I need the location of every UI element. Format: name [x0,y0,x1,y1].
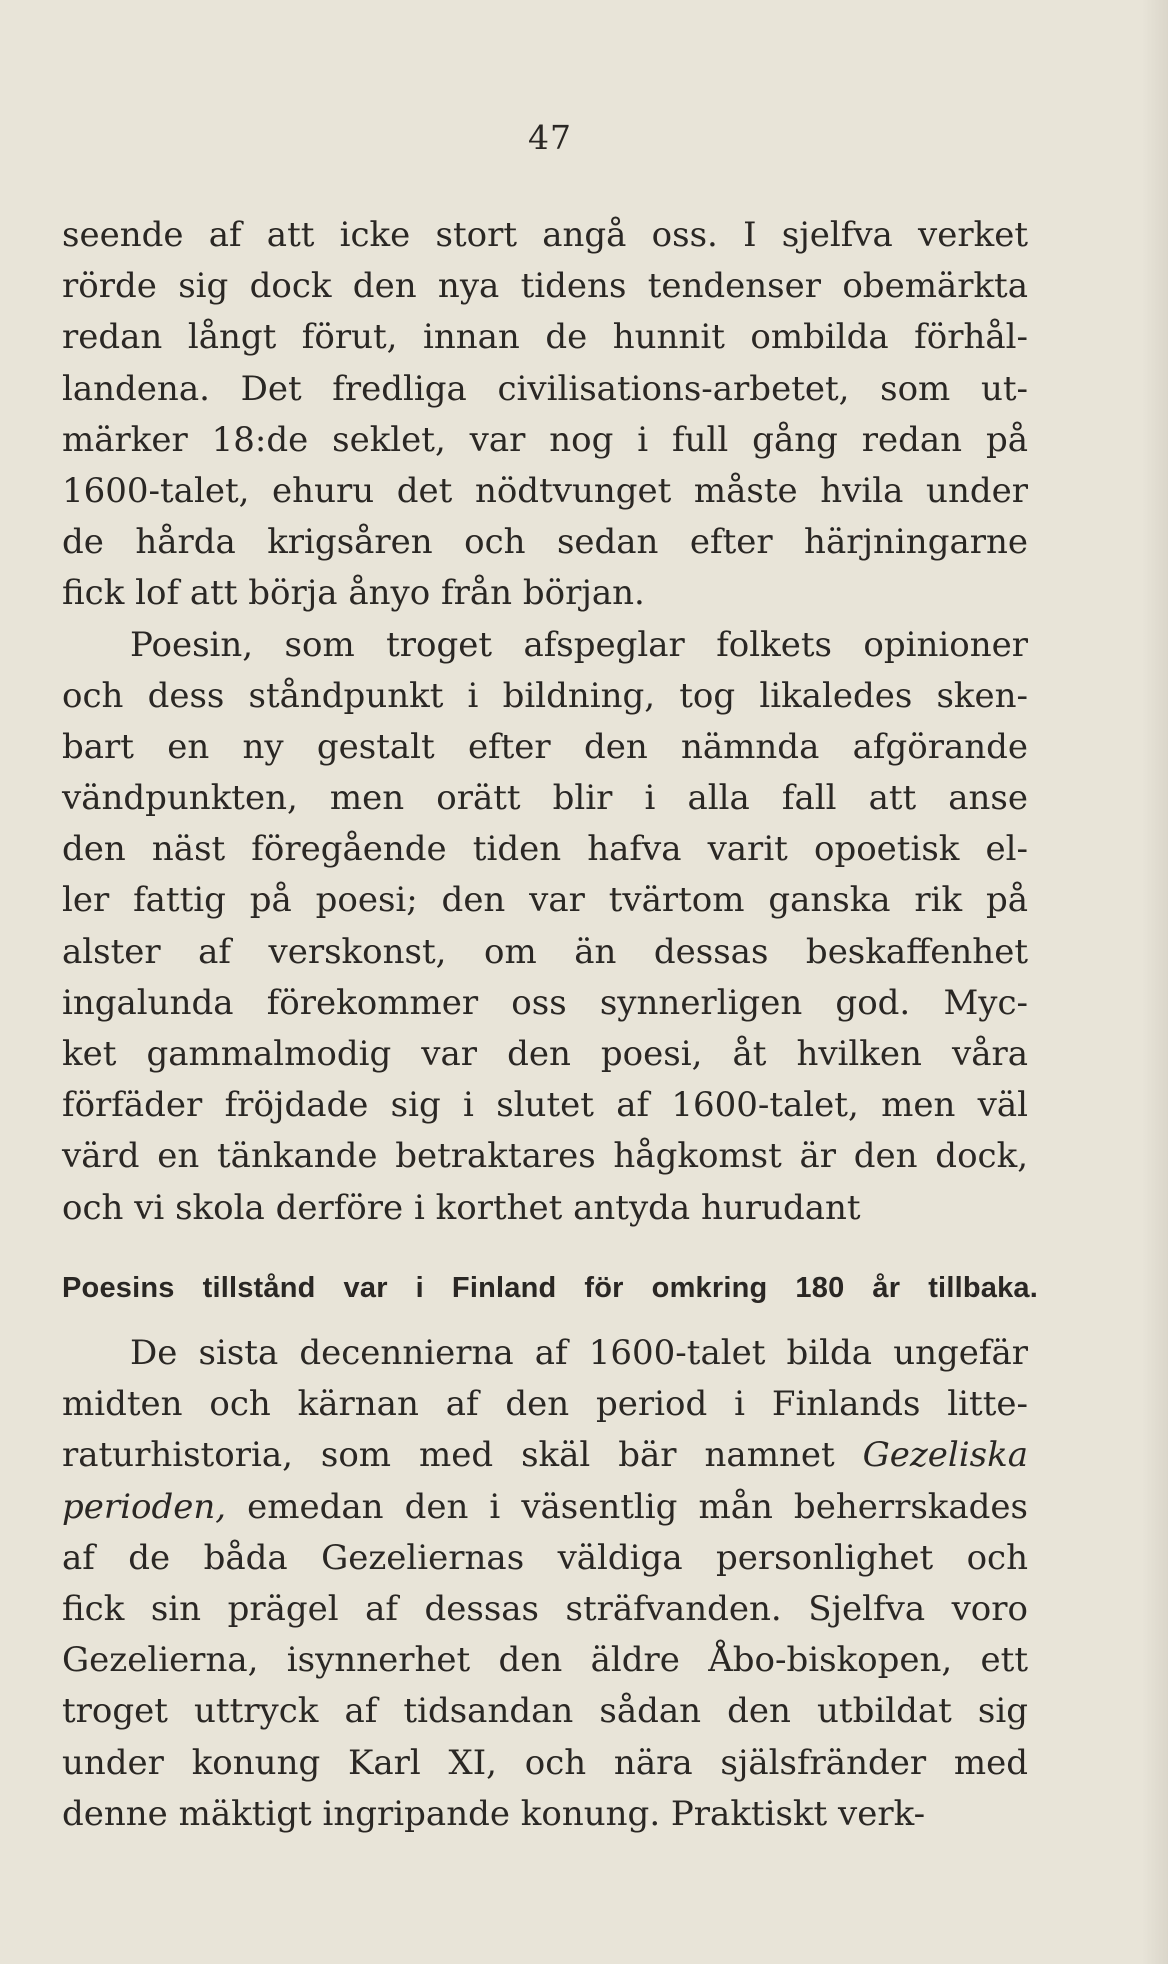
text-line: under konung Karl XI, och nära själsfränder med [62,1742,1028,1783]
italic-term: perioden, [62,1486,227,1527]
text-line: ket gammalmodig var den poesi, åt hvilken våra [62,1034,1028,1074]
text-line: Poesin, som troget afspeglar folkets opinioner [130,624,1028,665]
page-number: 47 [528,118,572,157]
text-line: midten och kärnan af den period i Finlands litte- [62,1384,1028,1425]
text-line: alster af verskonst, om än dessas beskaffenhet [62,931,1028,972]
text-line: värd en tänkande betraktares hågkomst är den dock, [62,1136,1028,1177]
text-block-upper [62,210,1028,1234]
text-line: och vi skola derföre i korthet antyda hurudant [62,1187,861,1228]
text-line: fick sin prägel af dessas sträfvanden. Sjelfva voro [62,1588,1028,1629]
text-line: den näst föregående tiden hafva varit opoetisk el- [62,829,1028,870]
text-line: 1600-talet, ehuru det nödtvunget måste hvila under [62,470,1028,511]
text-line: af de båda Gezeliernas väldiga personlighet och [62,1537,1028,1578]
text-segment: emedan den i väsentlig mån beherrskades [226,1486,1028,1527]
text-line: och dess ståndpunkt i bildning, tog likaledes sken- [62,675,1028,716]
text-line: troget uttryck af tidsandan sådan den utbildat sig [62,1691,1028,1732]
text-line: landena. Det fredliga civilisations-arbetet, som ut- [62,368,1028,409]
text-line: redan långt förut, innan de hunnit ombilda förhål- [62,317,1028,358]
text-line: märker 18:de seklet, var nog i full gång redan på [62,419,1028,460]
text-line [62,1482,1028,1533]
text-line: bart en ny gestalt efter den nämnda afgörande [62,726,1028,767]
text-line: ingalunda förekommer oss synnerligen god. Myc- [62,982,1028,1023]
text-line: seende af att icke stort angå oss. I sjelfva verket [62,215,1028,255]
text-line: vändpunkten, men orätt blir i alla fall att anse [62,778,1028,819]
text-line: De sista decennierna af 1600-talet bilda ungefär [130,1333,1028,1373]
page-edge-shadow [1142,0,1168,1964]
text-line: ler fattig på poesi; den var tvärtom ganska rik på [62,880,1028,921]
italic-term: Gezeliska [862,1435,1028,1476]
text-line: denne mäktigt ingripande konung. Praktiskt verk- [62,1793,926,1834]
text-line: fick lof att börja ånyo från början. [62,573,645,614]
text-block-lower [62,1328,1028,1840]
text-line [62,1430,1028,1481]
text-line: Gezelierna, isynnerhet den äldre Åbo-biskopen, ett [62,1640,1028,1681]
section-heading: Poesins tillstånd var i Finland för omkring 180 år tillbaka. [62,1272,1038,1304]
text-line: rörde sig dock den nya tidens tendenser obemärkta [62,266,1028,307]
text-segment: raturhistoria, som med skäl bär namnet [62,1435,863,1476]
text-line: förfäder fröjdade sig i slutet af 1600-talet, men väl [62,1085,1028,1126]
text-line: de hårda krigsåren och sedan efter härjningarne [62,522,1028,563]
